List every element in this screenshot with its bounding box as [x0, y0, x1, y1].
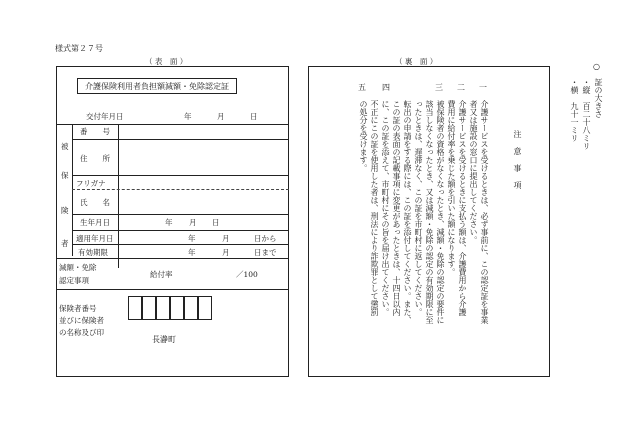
furigana-dashed-rule [72, 189, 289, 190]
insurer-number-box [142, 296, 156, 320]
insured-char-1: 被 [61, 142, 69, 151]
item-4-line1: 転出の申請をする際には、この証を添付してください。また、 [403, 100, 412, 324]
insured-char-3: 険 [61, 206, 69, 215]
number-label: 番 号 [80, 127, 110, 136]
row-rule-6 [56, 258, 289, 259]
insurer-label-line3: の名称及び印 [59, 328, 104, 337]
item-2-mark: 二 [457, 83, 465, 92]
applicable-year-unit: 年 [188, 234, 196, 243]
form-number: 様式第２７号 [55, 44, 103, 53]
item-3-mark: 三 [435, 83, 443, 92]
furigana-label: フリガナ [76, 179, 106, 188]
issue-date-label: 交付年月日 [86, 112, 124, 121]
insurer-number-box [184, 296, 198, 320]
birth-month-unit: 月 [189, 218, 197, 227]
issue-date-year-unit: 年 [184, 112, 192, 121]
item-2-line1: 介護サービスを受けるときに支払う額は、介護費用から介護 [458, 100, 467, 316]
valid-year-unit: 年 [188, 248, 196, 257]
row-rule-7 [56, 289, 289, 290]
birth-date-label: 生年月日 [80, 218, 110, 227]
insurer-name: 長瀞町 [152, 335, 176, 344]
birth-year-unit: 年 [165, 218, 173, 227]
size-note-width: ・横 九十一ミリ [570, 78, 579, 142]
insurer-label-line1: 保険者番号 [59, 304, 97, 313]
item-3-line3: ったときは、遅滞なく、この証を市町村に返してください。 [414, 100, 423, 316]
benefit-rate-label: 給付率 [150, 270, 173, 279]
row-rule-5 [72, 244, 289, 245]
size-note-height: ・縦 百二十八ミリ [582, 78, 591, 150]
address-label: 住 所 [80, 154, 110, 163]
label-column-divider [118, 124, 119, 268]
notes-heading: 注意事項 [513, 130, 522, 198]
certificate-title: 介護保険利用者負担額減額・免除認定証 [77, 78, 237, 94]
size-note-bullet: ○ [593, 62, 600, 71]
insurer-number-box [156, 296, 170, 320]
insurer-label-line2: 並びに保険者 [59, 316, 104, 325]
item-3-line1: 被保険者の資格がなくなったとき、減額・免除の認定の要件に [436, 100, 445, 324]
reduction-label-line1: 減額・免除 [59, 263, 97, 272]
item-2-line2: 費用に給付率を乗じた額を引いた額になります。 [447, 100, 456, 276]
name-label: 氏 名 [80, 198, 110, 207]
applicable-month-unit: 月 [222, 234, 230, 243]
item-4-mark: 四 [382, 83, 390, 92]
front-caption: （ 表 面 ） [145, 57, 188, 66]
row-rule-1 [72, 139, 289, 140]
size-note-title: 証の大きさ [594, 78, 603, 118]
valid-day-unit: 日まで [254, 248, 277, 257]
row-rule-3 [72, 214, 289, 215]
issue-date-month-unit: 月 [217, 112, 225, 121]
valid-month-unit: 月 [222, 248, 230, 257]
insured-group-divider [72, 124, 73, 256]
row-rule-2 [72, 175, 289, 176]
insurer-number-box [170, 296, 184, 320]
item-5-line2: の処分を受けます。 [359, 100, 368, 172]
item-1-mark: 一 [479, 83, 487, 92]
item-4-line3: に、この証を添えて、市町村にその旨を届け出てください。 [381, 100, 390, 316]
item-5-mark: 五 [358, 83, 366, 92]
item-1-line1: 介護サービスを受けるときは、必ず事前に、この認定証を事業 [480, 100, 489, 324]
reduction-label-line2: 認定事項 [59, 276, 89, 285]
valid-until-label: 有効期限 [78, 248, 108, 257]
item-5-line1: 不正にこの証を使用した者は、刑法により詐欺罪として懲罰 [370, 100, 379, 316]
applicable-date-label: 適用年月日 [76, 234, 114, 243]
benefit-rate-suffix: ／100 [236, 270, 258, 279]
insurer-number-box [198, 296, 212, 320]
item-3-line2: 該当しなくなったとき、又は減額・免除の認定の有効期限に至 [425, 100, 434, 324]
item-1-line2: 者又は施設の窓口に提出してください。 [469, 100, 478, 244]
insured-char-4: 者 [61, 239, 69, 248]
birth-day-unit: 日 [212, 218, 220, 227]
insured-char-2: 保 [61, 171, 69, 180]
back-caption: （ 裏 面 ） [395, 57, 438, 66]
issue-date-day-unit: 日 [250, 112, 258, 121]
insurer-number-box [128, 296, 142, 320]
table-top-rule [56, 124, 289, 125]
item-4-line2: この証の表面の記載事項に変更があったときは、十四日以内 [392, 100, 401, 316]
row-rule-4 [72, 230, 289, 231]
applicable-day-unit: 日から [254, 234, 277, 243]
